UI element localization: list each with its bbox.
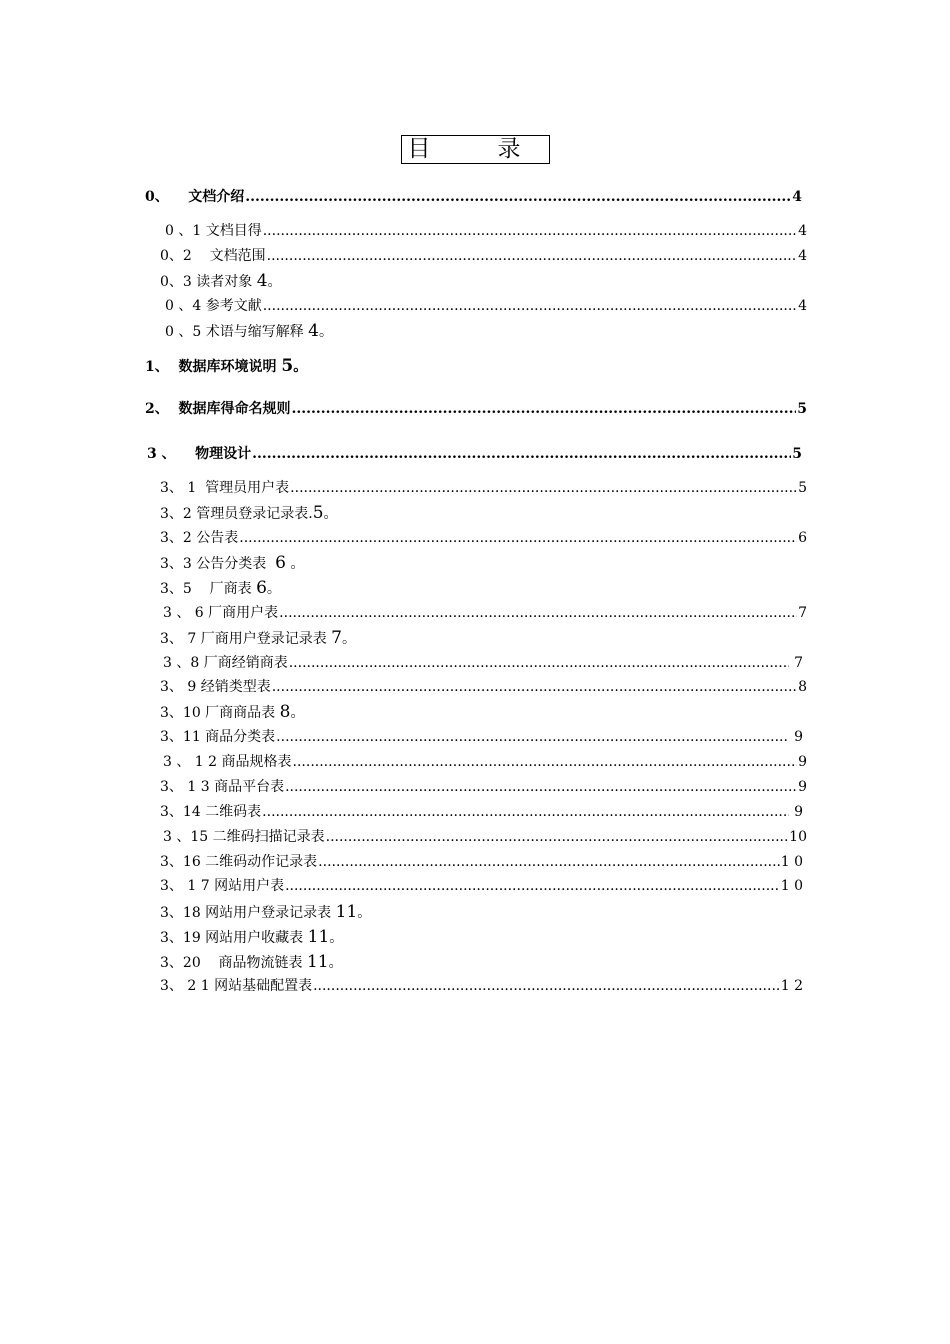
toc-entry[interactable] <box>160 479 807 497</box>
toc-page-number: 9 <box>789 804 803 820</box>
toc-page-number: 5 <box>798 480 807 496</box>
toc-entry[interactable] <box>165 222 807 240</box>
toc-dot-leader <box>267 247 797 265</box>
toc-page-number: 4 <box>798 298 807 314</box>
toc-entry[interactable] <box>160 703 304 722</box>
toc-page-number: 4 <box>798 248 807 264</box>
toc-page-number: 7 <box>789 655 803 671</box>
toc-dot-leader <box>289 654 789 672</box>
toc-entry[interactable] <box>160 903 371 922</box>
toc-entry[interactable] <box>160 853 803 871</box>
toc-entry[interactable] <box>145 400 807 418</box>
toc-entry[interactable] <box>163 753 807 771</box>
toc-entry-label: 3、14 二维码表 <box>160 804 262 820</box>
toc-entry-label: 3、11 商品分类表 <box>160 729 276 745</box>
toc-entry[interactable] <box>165 297 807 315</box>
toc-entry-label: 3、5 厂商表 <box>160 581 257 597</box>
toc-entry[interactable] <box>160 678 807 696</box>
toc-entry[interactable] <box>160 977 803 995</box>
toc-entry-label: 3、 1 管理员用户表 <box>160 480 290 496</box>
toc-page-number: 6 <box>275 553 286 573</box>
toc-dot-leader <box>326 828 789 846</box>
toc-dot-leader <box>263 297 797 315</box>
toc-entry-label: 3 、15 二维码扫描记录表 <box>163 829 325 845</box>
toc-entry[interactable] <box>160 554 304 573</box>
toc-page-number: 9 <box>798 754 807 770</box>
toc-dot-leader <box>245 188 791 206</box>
toc-entry-label: 3 、8 厂商经销商表 <box>163 655 288 671</box>
toc-entry-suffix: 。 <box>329 930 344 946</box>
toc-entry-label: 2、 数据库得命名规则 <box>145 401 291 417</box>
toc-entry[interactable] <box>160 247 807 265</box>
toc-entry[interactable] <box>160 778 807 796</box>
toc-entry[interactable] <box>160 928 343 947</box>
toc-entry-suffix: 。 <box>323 506 338 522</box>
toc-entry-label: 3、2 管理员登录记录表. <box>160 506 313 522</box>
toc-entry-label: 3、16 二维码动作记录表 <box>160 854 318 870</box>
toc-page-number: 1 2 <box>780 978 803 994</box>
toc-dot-leader <box>293 753 798 771</box>
toc-entry-suffix: 。 <box>266 581 281 597</box>
toc-entry-label: 3、18 网站用户登录记录表 <box>160 905 336 921</box>
toc-entry-label: 3、19 网站用户收藏表 <box>160 930 308 946</box>
toc-page-number: 6 <box>256 578 267 598</box>
toc-page-number: 5 <box>797 401 807 417</box>
toc-entry[interactable] <box>165 322 333 341</box>
toc-entry[interactable] <box>163 604 807 622</box>
toc-page-number: 5 <box>312 503 324 523</box>
toc-page-number: 10 <box>789 829 807 845</box>
toc-dot-leader <box>290 479 797 497</box>
toc-page-number: 4 <box>308 321 319 341</box>
toc-entry-label: 3、 1 3 商品平台表 <box>160 779 285 795</box>
toc-entry-label: 0 、4 参考文献 <box>165 298 262 314</box>
toc-entry-label: 3、 9 经销类型表 <box>160 679 271 695</box>
toc-page-number: 4 <box>256 271 268 291</box>
toc-page-number: 8 <box>798 679 807 695</box>
toc-entry-suffix: 。 <box>357 905 372 921</box>
toc-entry[interactable] <box>160 803 803 821</box>
toc-page-number: 11 <box>335 902 358 922</box>
toc-page-number: 5 <box>281 356 294 376</box>
toc-entry-label: 3、3 公告分类表 <box>160 556 276 572</box>
toc-entry-label: 3、20 商品物流链表 <box>160 955 307 971</box>
toc-page-number: 8 <box>279 702 291 722</box>
toc-entry[interactable] <box>160 579 281 598</box>
toc-entry-suffix: 。 <box>328 955 343 971</box>
toc-entry-label: 3 、 6 厂商用户表 <box>163 605 279 621</box>
toc-entry[interactable] <box>160 504 338 523</box>
toc-entry-label: 1、 数据库环境说明 <box>145 359 282 375</box>
toc-entry[interactable] <box>163 654 803 672</box>
toc-entry-suffix: 。 <box>293 359 308 375</box>
toc-entry-label: 3 、 1 2 商品规格表 <box>163 754 292 770</box>
toc-dot-leader <box>252 445 791 463</box>
toc-page-number: 11 <box>307 927 330 947</box>
toc-dot-leader <box>279 604 797 622</box>
toc-entry-suffix: 。 <box>286 556 305 572</box>
toc-entry-label: 3、 1 7 网站用户表 <box>160 878 285 894</box>
toc-entry-suffix: 。 <box>290 705 305 721</box>
toc-entry-label: 3、2 公告表 <box>160 530 239 546</box>
toc-entry-label: 0 、5 术语与缩写解释 <box>165 324 309 340</box>
toc-dot-leader <box>272 678 797 696</box>
toc-dot-leader <box>239 529 797 547</box>
toc-entry-label: 0、2 文档范围 <box>160 248 266 264</box>
toc-dot-leader <box>292 400 797 418</box>
toc-dot-leader <box>318 853 780 871</box>
toc-dot-leader <box>276 728 788 746</box>
toc-entry-label: 0 、1 文档目得 <box>165 223 262 239</box>
toc-title: 目 录 <box>401 135 550 164</box>
toc-entry[interactable] <box>160 272 282 291</box>
toc-page-number: 9 <box>789 729 803 745</box>
toc-entry[interactable] <box>160 953 343 972</box>
toc-page-number: 4 <box>798 223 807 239</box>
toc-entry[interactable] <box>145 357 307 376</box>
toc-dot-leader <box>313 977 780 995</box>
toc-entry-label: 3、10 厂商商品表 <box>160 705 280 721</box>
toc-page-number: 11 <box>306 952 329 972</box>
toc-entry[interactable] <box>145 188 802 206</box>
toc-entry[interactable] <box>160 529 807 547</box>
toc-page-number: 9 <box>798 779 807 795</box>
toc-entry[interactable] <box>160 629 356 648</box>
toc-page-number: 6 <box>798 530 807 546</box>
toc-page-number: 5 <box>792 446 802 462</box>
toc-entry[interactable] <box>160 728 803 746</box>
toc-entry-label: 3 、 物理设计 <box>147 446 252 462</box>
toc-entry-suffix: 。 <box>342 631 356 647</box>
toc-dot-leader <box>285 778 797 796</box>
toc-entry-label: 3、 2 1 网站基础配置表 <box>160 978 313 994</box>
toc-title-wrap <box>0 135 950 164</box>
toc-dot-leader <box>262 803 788 821</box>
toc-entry[interactable] <box>163 828 807 846</box>
toc-page-number: 7 <box>798 605 807 621</box>
toc-entry[interactable] <box>160 877 803 895</box>
toc-page-number: 1 0 <box>780 854 803 870</box>
toc-entry-suffix: 。 <box>319 324 333 340</box>
toc-dot-leader <box>285 877 780 895</box>
toc-page-number: 7 <box>331 628 342 648</box>
toc-entry-suffix: 。 <box>267 274 282 290</box>
toc-entry-label: 0、 文档介绍 <box>145 189 245 205</box>
toc-entry-label: 3、 7 厂商用户登录记录表 <box>160 631 332 647</box>
toc-page-number: 4 <box>792 189 802 205</box>
toc-entry-label: 0、3 读者对象 <box>160 274 257 290</box>
toc-entry[interactable] <box>147 445 802 463</box>
toc-dot-leader <box>263 222 797 240</box>
toc-page-number: 1 0 <box>780 878 803 894</box>
